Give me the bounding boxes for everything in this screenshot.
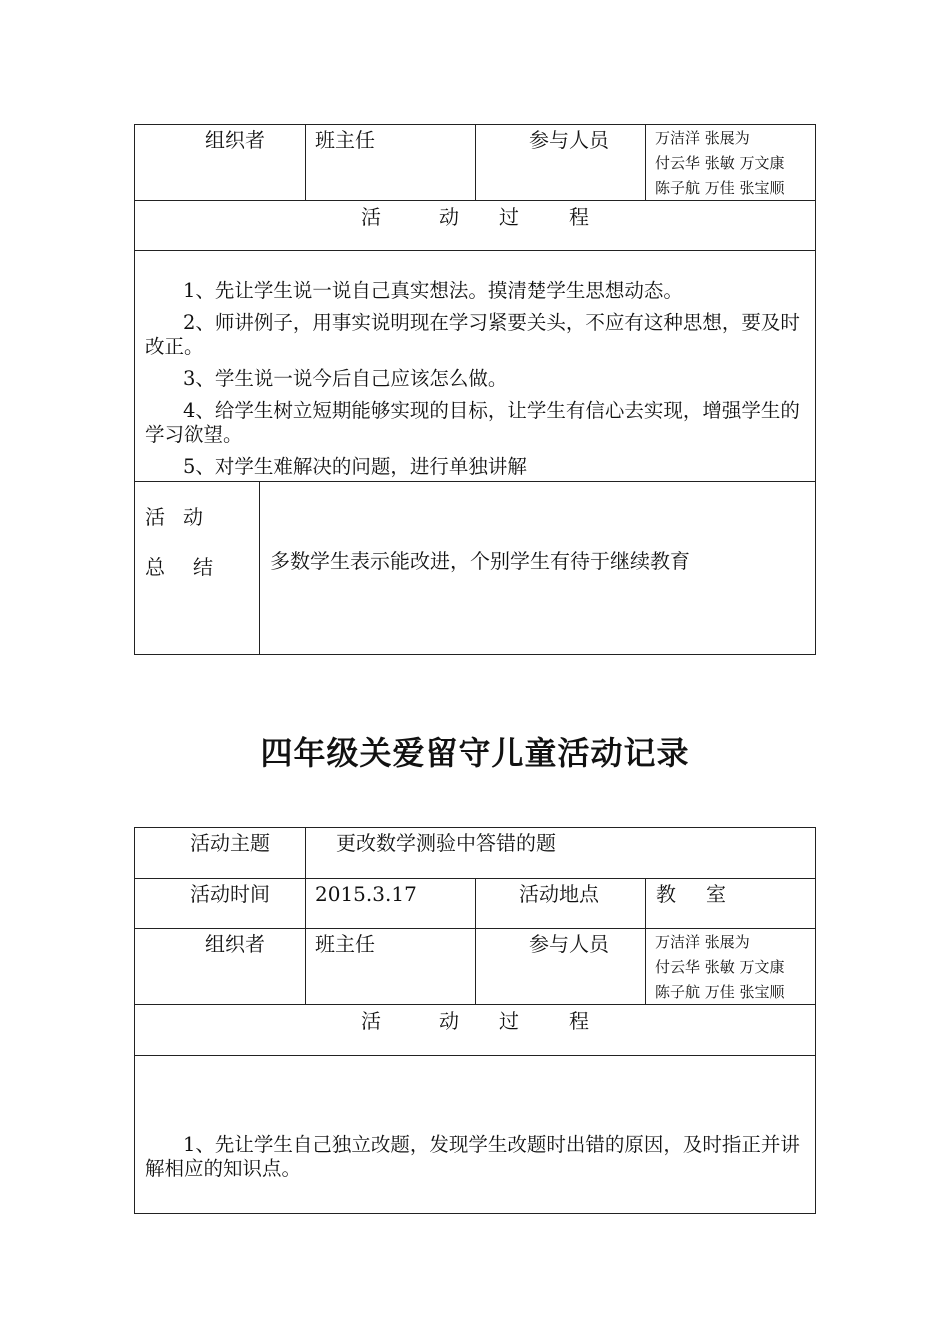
participants-label: 参与人员 bbox=[529, 932, 609, 956]
summary-row bbox=[135, 482, 815, 654]
summary-label: 活 动 总 结 bbox=[145, 505, 213, 579]
organizer-row bbox=[135, 929, 815, 1005]
process-item: 3、学生说一说今后自己应该怎么做。 bbox=[183, 367, 508, 390]
summary-text: 多数学生表示能改进，个别学生有待于继续教育 bbox=[270, 549, 690, 573]
organizer-value: 班主任 bbox=[315, 128, 375, 152]
process-item: 5、对学生难解决的问题，进行单独讲解 bbox=[183, 455, 527, 478]
participants-label: 参与人员 bbox=[529, 128, 609, 152]
activity-record-table-1 bbox=[134, 124, 816, 655]
time-value: 2015.3.17 bbox=[315, 882, 417, 906]
process-item: 4、给学生树立短期能够实现的目标，让学生有信心去实现，增强学生的学习欲望。 bbox=[145, 399, 800, 446]
participants-line: 陈子航 万佳 张宝顺 bbox=[655, 983, 785, 1001]
theme-label: 活动主题 bbox=[190, 831, 270, 855]
process-item: 1、先让学生自己独立改题，发现学生改题时出错的原因，及时指正并讲解相应的知识点。 bbox=[145, 1133, 800, 1180]
process-item: 2、师讲例子，用事实说明现在学习紧要关头，不应有这种思想，要及时改正。 bbox=[145, 311, 800, 358]
process-header-row bbox=[135, 1005, 815, 1056]
participants-line: 万洁洋 张展为 bbox=[655, 129, 750, 147]
process-header-row bbox=[135, 201, 815, 251]
activity-record-table-2 bbox=[134, 827, 816, 1214]
organizer-label: 组织者 bbox=[205, 932, 265, 956]
participants-line: 付云华 张敏 万文康 bbox=[655, 958, 785, 976]
participants-line: 陈子航 万佳 张宝顺 bbox=[655, 179, 785, 197]
participants-line: 万洁洋 张展为 bbox=[655, 933, 750, 951]
organizer-label: 组织者 bbox=[205, 128, 265, 152]
process-title: 活 动 过 程 bbox=[361, 205, 589, 229]
time-label: 活动时间 bbox=[190, 882, 270, 906]
process-title: 活 动 过 程 bbox=[361, 1009, 589, 1033]
participants-line: 付云华 张敏 万文康 bbox=[655, 154, 785, 172]
process-item: 1、先让学生说一说自己真实想法。摸清楚学生思想动态。 bbox=[183, 279, 683, 302]
time-place-row bbox=[135, 879, 815, 929]
process-content-row bbox=[135, 1056, 815, 1213]
theme-row bbox=[135, 828, 815, 879]
place-value: 教 室 bbox=[656, 882, 726, 906]
document-title: 四年级关爱留守儿童活动记录 bbox=[260, 734, 690, 772]
process-list bbox=[135, 1133, 815, 1181]
organizer-value: 班主任 bbox=[315, 932, 375, 956]
process-content-row bbox=[135, 251, 815, 482]
process-list bbox=[135, 279, 815, 479]
place-label: 活动地点 bbox=[519, 882, 599, 906]
theme-value: 更改数学测验中答错的题 bbox=[336, 831, 556, 855]
organizer-row bbox=[135, 125, 815, 201]
